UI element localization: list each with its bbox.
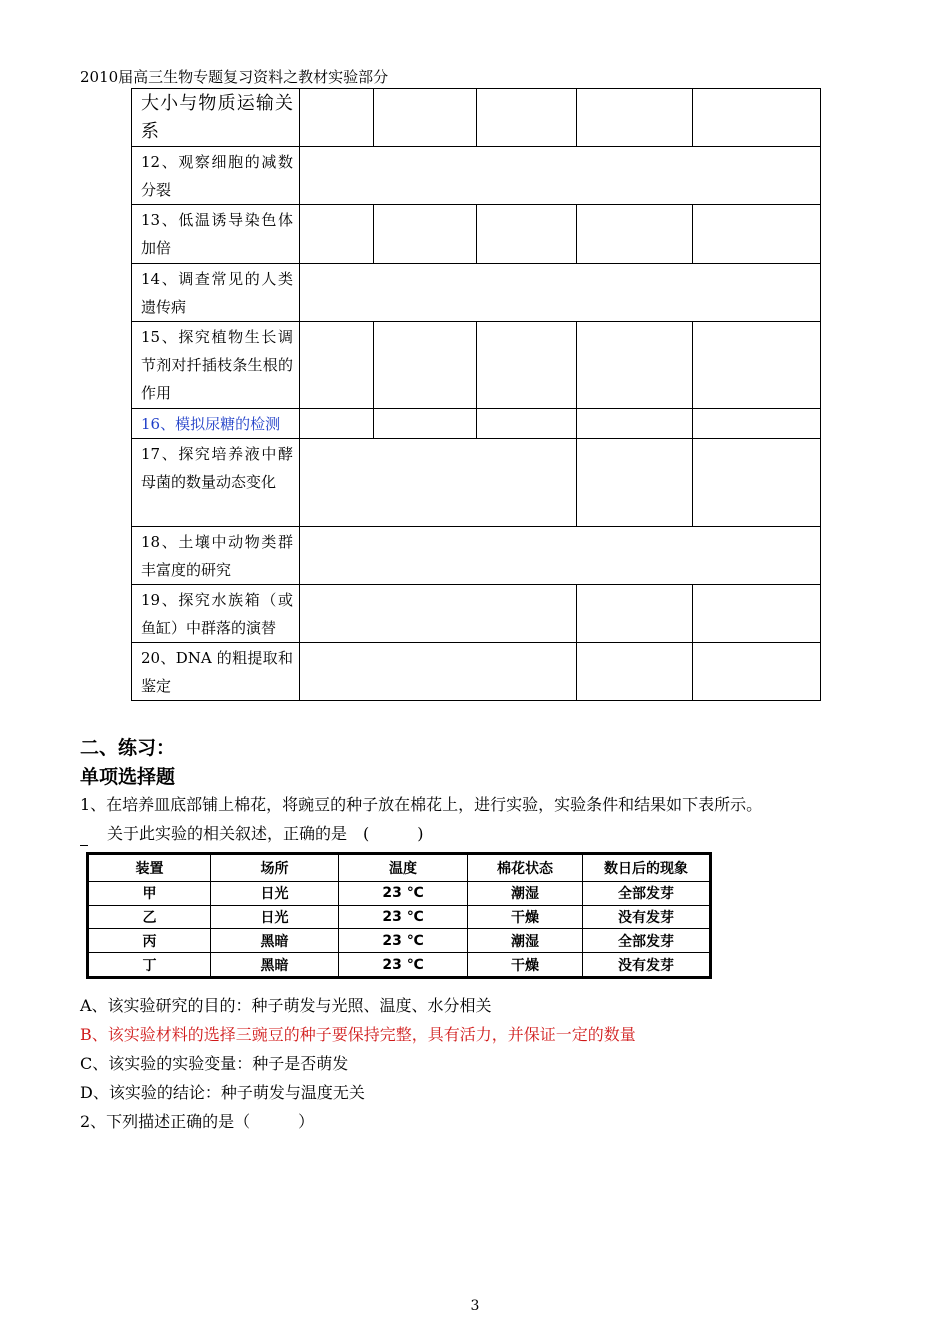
column-header: 棉花状态 [468, 854, 583, 882]
experiment-table [131, 88, 821, 701]
column-header: 装置 [88, 854, 211, 882]
column-header: 温度 [339, 854, 468, 882]
table-cell: 潮湿 [468, 882, 583, 906]
experiment-name: 12、观察细胞的减数分裂 [132, 147, 300, 205]
question1-stem-cont: 关于此实验的相关叙述，正确的是 ( ) [107, 824, 424, 843]
table-cell: 全部发芽 [583, 929, 711, 953]
table-cell: 潮湿 [468, 929, 583, 953]
table-row [88, 953, 711, 978]
table-cell: 没有发芽 [583, 905, 711, 929]
option-d: D、该实验的结论：种子萌发与温度无关 [80, 1083, 365, 1102]
table-row [88, 882, 711, 906]
experiment-name: 15、探究植物生长调节剂对扦插枝条生根的作用 [132, 322, 300, 409]
table-row [132, 585, 821, 643]
table-row [132, 89, 821, 147]
table-row [132, 147, 821, 205]
option-a: A、该实验研究的目的：种子萌发与光照、温度、水分相关 [80, 996, 492, 1015]
question1-stem: 1、在培养皿底部铺上棉花，将豌豆的种子放在棉花上，进行实验，实验条件和结果如下表所示。 [80, 795, 763, 814]
column-header: 场所 [211, 854, 339, 882]
table-row [132, 264, 821, 322]
table-header-row [88, 854, 711, 882]
table-cell: 丁 [88, 953, 211, 978]
table-cell: 甲 [88, 882, 211, 906]
table-cell: 黑暗 [211, 953, 339, 978]
table-cell: 日光 [211, 905, 339, 929]
question2-stem: 2、下列描述正确的是（ ） [80, 1112, 315, 1131]
option-c: C、该实验的实验变量：种子是否萌发 [80, 1054, 349, 1073]
table-cell: 干燥 [468, 905, 583, 929]
table-row [132, 409, 821, 439]
table-cell: 丙 [88, 929, 211, 953]
page-header: 2010届高三生物专题复习资料之教材实验部分 [80, 68, 389, 86]
table-cell: 23 ℃ [339, 953, 468, 978]
table-cell: 干燥 [468, 953, 583, 978]
table-cell: 没有发芽 [583, 953, 711, 978]
table-cell: 乙 [88, 905, 211, 929]
table-row [132, 322, 821, 409]
table-row [132, 205, 821, 264]
section-title: 二、练习： [80, 737, 176, 759]
page-number: 3 [470, 1298, 480, 1314]
table-cell: 23 ℃ [339, 929, 468, 953]
experiment-name: 19、探究水族箱（或鱼缸）中群落的演替 [132, 585, 300, 643]
table-row [88, 905, 711, 929]
table-cell: 全部发芽 [583, 882, 711, 906]
table-cell: 23 ℃ [339, 882, 468, 906]
table-row [88, 929, 711, 953]
table-row [132, 643, 821, 701]
experiment-name: 14、调查常见的人类遗传病 [132, 264, 300, 322]
subsection-title: 单项选择题 [80, 766, 176, 788]
table-cell: 23 ℃ [339, 905, 468, 929]
table-cell: 日光 [211, 882, 339, 906]
experiment-name: 13、低温诱导染色体加倍 [132, 205, 300, 264]
table-row [132, 439, 821, 527]
table-cell: 黑暗 [211, 929, 339, 953]
column-header: 数日后的现象 [583, 854, 711, 882]
experiment-name: 17、探究培养液中酵母菌的数量动态变化 [132, 439, 300, 527]
divider [80, 845, 88, 846]
seed-experiment-table [86, 852, 712, 979]
option-b: B、该实验材料的选择三豌豆的种子要保持完整，具有活力，并保证一定的数量 [80, 1025, 636, 1044]
experiment-name: 16、模拟尿糖的检测 [132, 409, 300, 439]
experiment-name: 18、土壤中动物类群丰富度的研究 [132, 527, 300, 585]
experiment-name: 20、DNA 的粗提取和鉴定 [132, 643, 300, 701]
table-row [132, 527, 821, 585]
experiment-name: 大小与物质运输关系 [132, 89, 300, 147]
